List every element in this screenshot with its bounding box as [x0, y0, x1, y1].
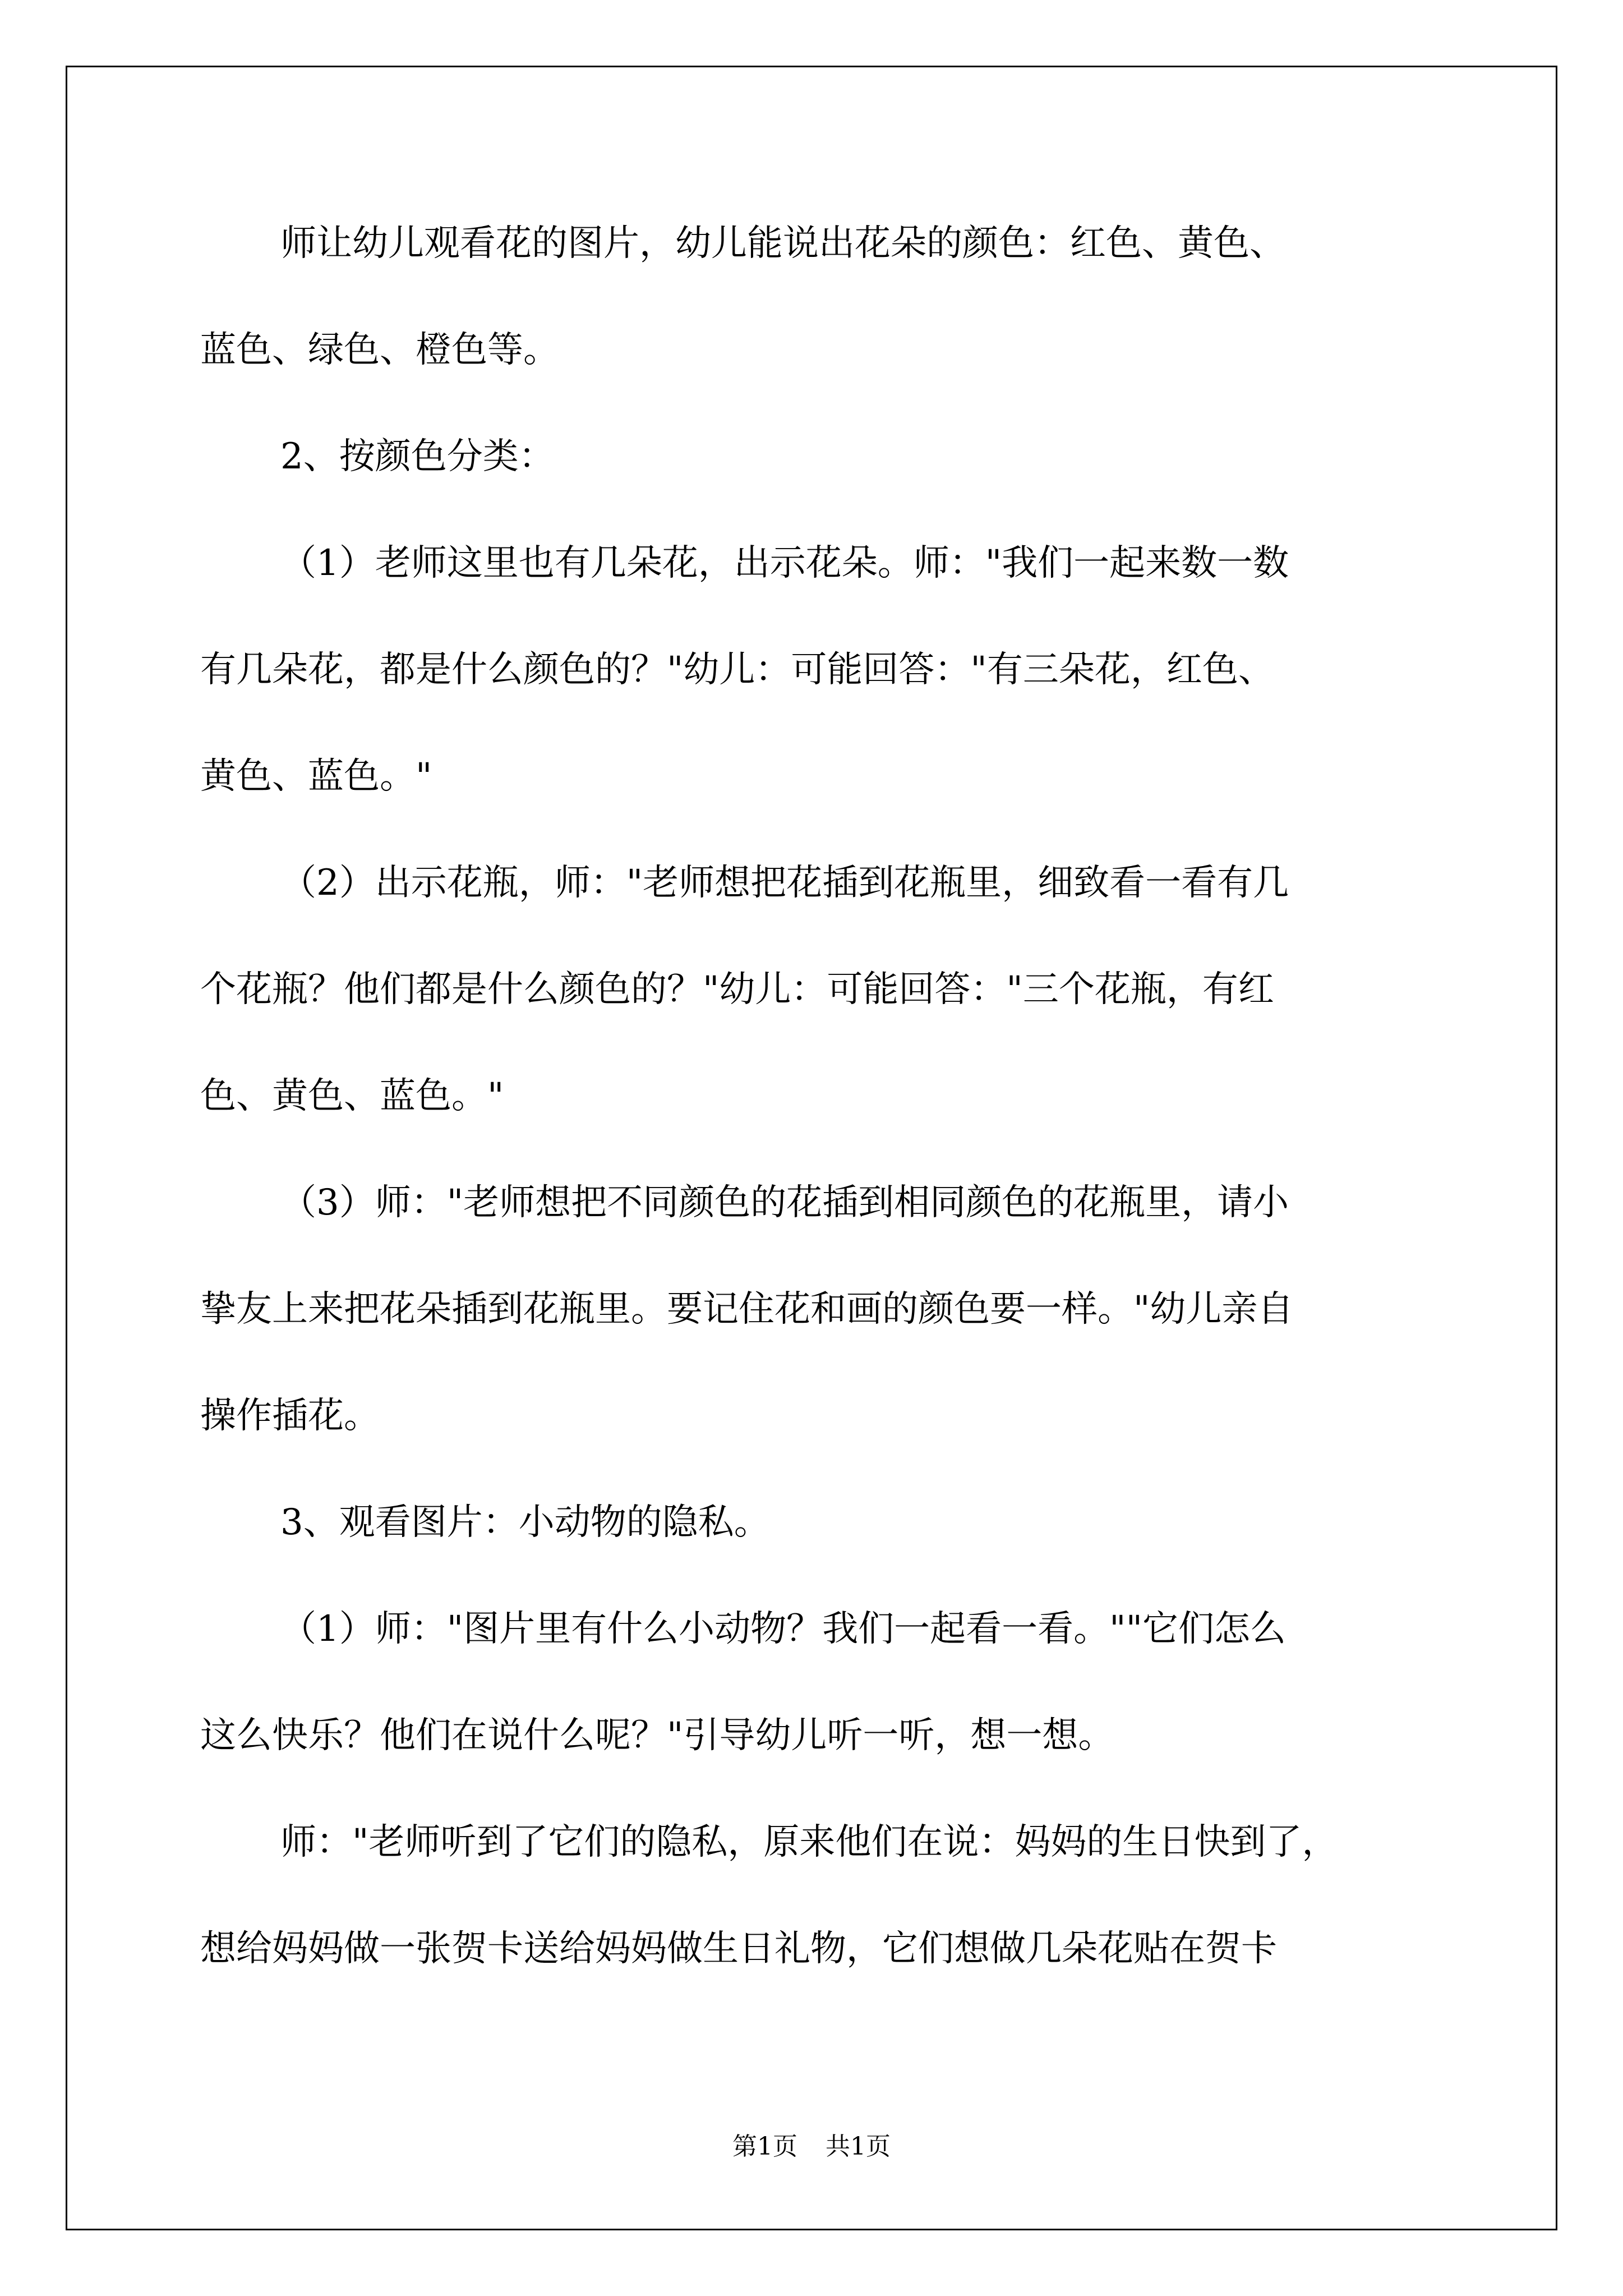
paragraph-line: 想给妈妈做一张贺卡送给妈妈做生日礼物，它们想做几朵花贴在贺卡 [200, 1928, 1277, 1970]
paragraph-line: 个花瓶？他们都是什么颜色的？"幼儿：可能回答："三个花瓶，有红 [200, 969, 1274, 1010]
page-footer [0, 2130, 1623, 2164]
paragraph-line: 黄色、蓝色。" [200, 756, 432, 797]
paragraph-line: （3）师："老师想把不同颜色的花插到相同颜色的花瓶里，请小 [280, 1182, 1289, 1223]
paragraph-line: （1）老师这里也有几朵花，出示花朵。师："我们一起来数一数 [280, 542, 1289, 584]
paragraph-line: 蓝色、绿色、橙色等。 [200, 329, 559, 371]
section-heading: 3、观看图片：小动物的隐私。 [280, 1502, 770, 1543]
section-heading: 2、按颜色分类： [280, 436, 555, 477]
paragraph-line: 这么快乐？他们在说什么呢？"引导幼儿听一听，想一想。 [200, 1715, 1114, 1756]
paragraph-line: 色、黄色、蓝色。" [200, 1075, 504, 1117]
paragraph-line: 师："老师听到了它们的隐私，原来他们在说：妈妈的生日快到了， [280, 1821, 1338, 1863]
paragraph-line: （2）出示花瓶，师："老师想把花插到花瓶里，细致看一看有几 [280, 862, 1289, 904]
paragraph-line: （1）师："图片里有什么小动物？我们一起看一看。""它们怎么 [280, 1608, 1287, 1650]
page-total: 共1页 [826, 2132, 891, 2161]
paragraph-line: 操作插花。 [200, 1395, 380, 1437]
paragraph-line: 师让幼儿观看花的图片，幼儿能说出花朵的颜色：红色、黄色、 [280, 223, 1285, 264]
paragraph-line: 有几朵花，都是什么颜色的？"幼儿：可能回答："有三朵花，红色、 [200, 649, 1274, 691]
page-number: 第1页 [732, 2132, 797, 2161]
paragraph-line: 挚友上来把花朵插到花瓶里。要记住花和画的颜色要一样。"幼儿亲自 [200, 1289, 1294, 1330]
